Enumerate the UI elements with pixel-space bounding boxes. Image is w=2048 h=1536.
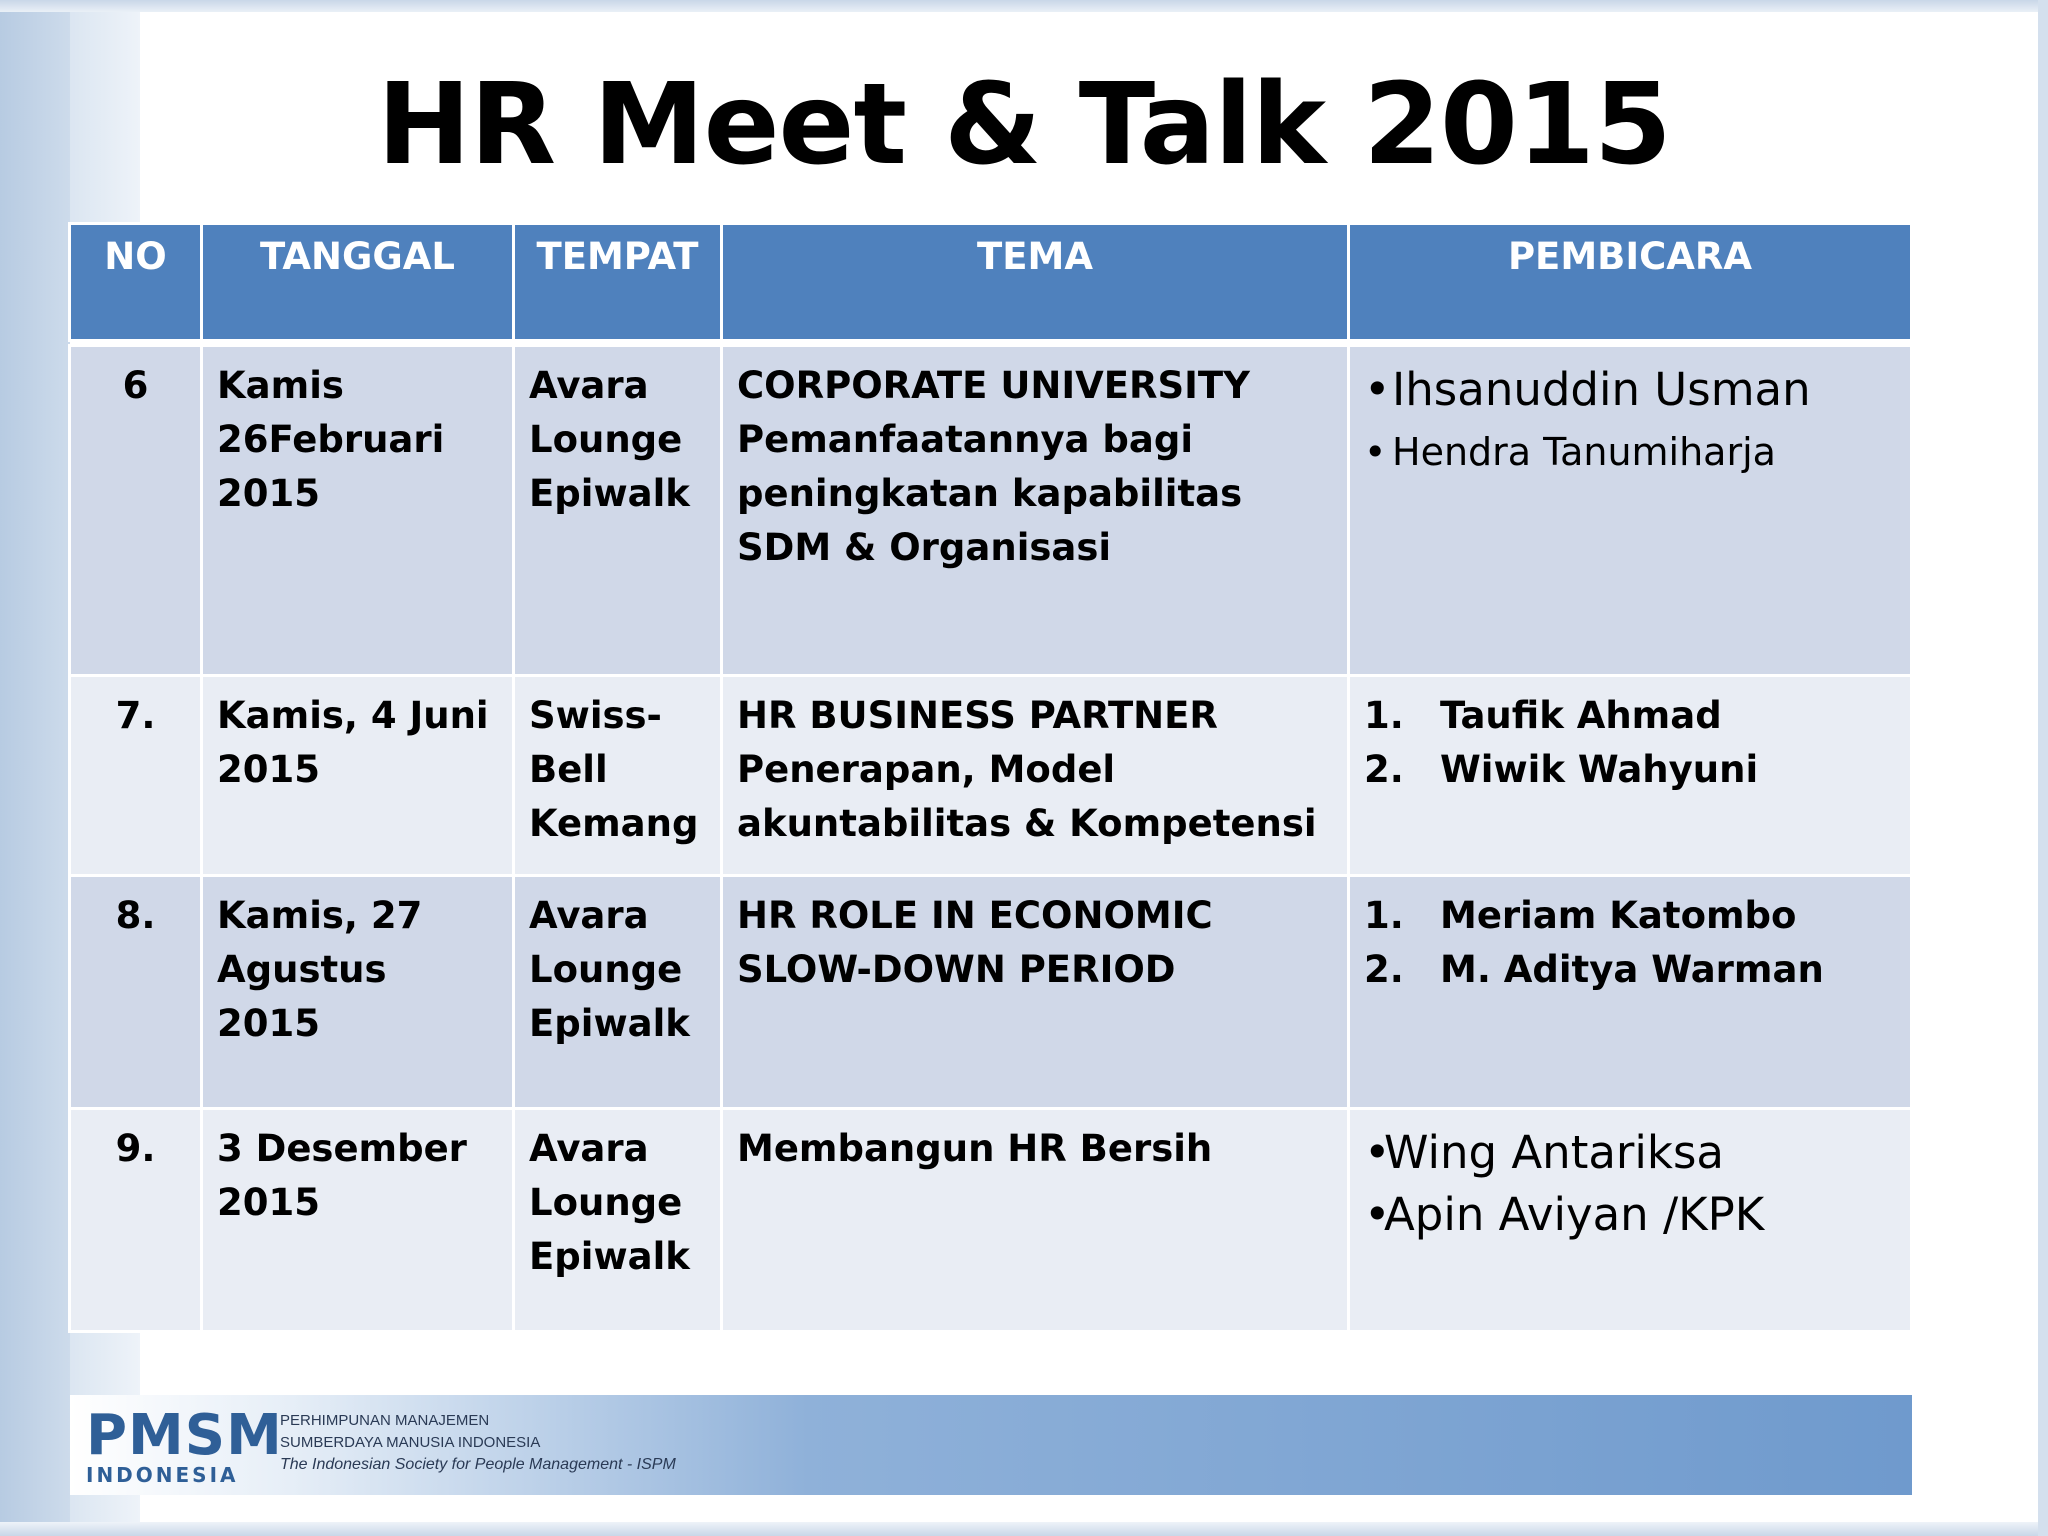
header-tanggal: TANGGAL (202, 224, 514, 341)
speaker-item: • Wing Antariksa (1364, 1122, 1896, 1184)
tempat-line: Avara (529, 894, 649, 937)
tema-line: Pemanfaatannya bagi (737, 418, 1194, 461)
cell-tempat (514, 1109, 722, 1332)
tema-line: Membangun HR Bersih (737, 1127, 1213, 1170)
header-tempat: TEMPAT (514, 224, 722, 341)
tema-line: SDM & Organisasi (737, 526, 1112, 569)
speaker-name: Meriam Katombo (1440, 894, 1797, 937)
speaker-list (1364, 359, 1896, 483)
tema-line: peningkatan kapabilitas (737, 472, 1243, 515)
cell-tanggal (202, 346, 514, 676)
cell-tanggal (202, 676, 514, 876)
table-row (70, 676, 1912, 876)
cell-no: 9. (70, 1109, 202, 1332)
tema-line: HR BUSINESS PARTNER (737, 694, 1218, 737)
tempat-line: Bell (529, 748, 608, 791)
cell-tanggal (202, 876, 514, 1109)
cell-tema (722, 1109, 1349, 1332)
table-row (70, 346, 1912, 676)
cell-no: 7. (70, 676, 202, 876)
speaker-number: 2. (1364, 748, 1404, 791)
speaker-name: Taufik Ahmad (1440, 694, 1722, 737)
speaker-number: 1. (1364, 694, 1404, 737)
table-row (70, 1109, 1912, 1332)
schedule-table (68, 222, 1913, 1333)
speaker-list (1364, 689, 1896, 797)
speaker-number: 2. (1364, 948, 1404, 991)
right-decorative-strip (2038, 0, 2048, 1536)
pmsm-logo (86, 1403, 283, 1488)
bottom-decorative-border (0, 1522, 2048, 1536)
tanggal-line: Kamis, 27 (217, 894, 423, 937)
header-no: NO (70, 224, 202, 341)
tanggal-line: Kamis (217, 364, 344, 407)
cell-tema (722, 676, 1349, 876)
cell-tema (722, 346, 1349, 676)
cell-pembicara (1349, 1109, 1912, 1332)
org-tagline: The Indonesian Society for People Management - ISPM (280, 1456, 676, 1473)
tempat-line: Kemang (529, 802, 699, 845)
tanggal-line: 2015 (217, 1181, 320, 1224)
tempat-line: Avara (529, 1127, 649, 1170)
cell-tanggal (202, 1109, 514, 1332)
tema-line: Penerapan, Model (737, 748, 1116, 791)
left-decorative-bar-inner (0, 0, 70, 1536)
speaker-item (1364, 689, 1896, 743)
cell-no: 8. (70, 876, 202, 1109)
logo-main-text: PMSM (86, 1403, 283, 1468)
cell-pembicara (1349, 676, 1912, 876)
tema-line: akuntabilitas & Kompetensi (737, 802, 1317, 845)
tanggal-line: 26Februari (217, 418, 445, 461)
speaker-name: Wiwik Wahyuni (1440, 748, 1759, 791)
tempat-line: Epiwalk (529, 1235, 690, 1278)
tanggal-line: Agustus 2015 (217, 948, 387, 1045)
table-header-row (70, 224, 1912, 341)
header-tema: TEMA (722, 224, 1349, 341)
speaker-list (1364, 1122, 1896, 1246)
tema-line: CORPORATE UNIVERSITY (737, 364, 1250, 407)
speaker-item (1364, 943, 1896, 997)
cell-pembicara (1349, 346, 1912, 676)
tanggal-line: 2015 (217, 472, 320, 515)
organization-info (280, 1410, 880, 1476)
speaker-item: • Apin Aviyan /KPK (1364, 1184, 1896, 1246)
tempat-line: Lounge (529, 948, 683, 991)
tempat-line: Epiwalk (529, 472, 690, 515)
tempat-line: Lounge (529, 1181, 683, 1224)
cell-tempat (514, 876, 722, 1109)
cell-tempat (514, 676, 722, 876)
tanggal-line: 2015 (217, 748, 320, 791)
slide-title: HR Meet & Talk 2015 (377, 60, 1671, 190)
cell-no: 6 (70, 346, 202, 676)
logo-sub-text: INDONESIA (86, 1463, 239, 1487)
speaker-item (1364, 743, 1896, 797)
cell-tempat (514, 346, 722, 676)
cell-tema (722, 876, 1349, 1109)
org-name-line2: SUMBERDAYA MANUSIA INDONESIA (280, 1434, 541, 1451)
tanggal-line: Kamis, 4 Juni (217, 694, 489, 737)
tempat-line: Epiwalk (529, 1002, 690, 1045)
tempat-line: Swiss- (529, 694, 662, 737)
speaker-item: • Hendra Tanumiharja (1364, 421, 1896, 483)
cell-pembicara (1349, 876, 1912, 1109)
top-decorative-border (0, 0, 2048, 12)
speaker-list (1364, 889, 1896, 997)
tempat-line: Lounge (529, 418, 683, 461)
tema-line: SLOW-DOWN PERIOD (737, 948, 1176, 991)
tanggal-line: 3 Desember (217, 1127, 467, 1170)
speaker-item (1364, 889, 1896, 943)
table-row (70, 876, 1912, 1109)
tema-line: HR ROLE IN ECONOMIC (737, 894, 1213, 937)
speaker-name: M. Aditya Warman (1440, 948, 1824, 991)
org-name-line1: PERHIMPUNAN MANAJEMEN (280, 1412, 490, 1429)
speaker-item: • Ihsanuddin Usman (1364, 359, 1896, 421)
speaker-number: 1. (1364, 894, 1404, 937)
tempat-line: Avara (529, 364, 649, 407)
header-pembicara: PEMBICARA (1349, 224, 1912, 341)
